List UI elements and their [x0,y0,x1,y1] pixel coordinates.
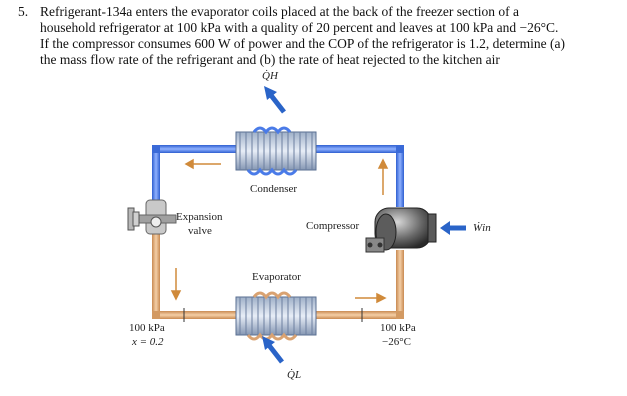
problem-number: 5. [18,4,29,19]
inlet-pressure: 100 kPa [129,322,165,334]
condenser-coil [236,128,316,174]
compressor-label: Compressor [306,220,360,232]
problem-line-2: household refrigerator at 100 kPa with a quality of 20 percent and leaves at 100 kPa and −26°C. [40,20,559,35]
outlet-temperature: −26°C [382,336,411,348]
evaporator-coil [236,293,316,339]
expansion-valve [128,200,176,234]
inlet-quality: x = 0.2 [132,336,164,348]
problem-line-4: the mass flow rate of the refrigerant and (b) the rate of heat rejected to the kitchen air [40,52,500,67]
expansion-label-2: valve [188,225,212,237]
evaporator-label: Evaporator [252,271,301,283]
win-label: Ẇin [473,222,491,234]
ql-label: Q̇L [287,369,302,381]
compressor [366,208,436,252]
qh-label: Q̇H [262,70,278,82]
problem-line-1: Refrigerant-134a enters the evaporator coils placed at the back of the freezer section of a [40,4,520,19]
expansion-label-1: Expansion [176,211,223,223]
outlet-pressure: 100 kPa [380,322,416,334]
qh-arrow [264,86,284,112]
win-arrow [440,221,466,235]
problem-line-3: If the compressor consumes 600 W of power and the COP of the refrigerator is 1.2, determine (a) [40,36,565,51]
condenser-label: Condenser [250,183,298,195]
